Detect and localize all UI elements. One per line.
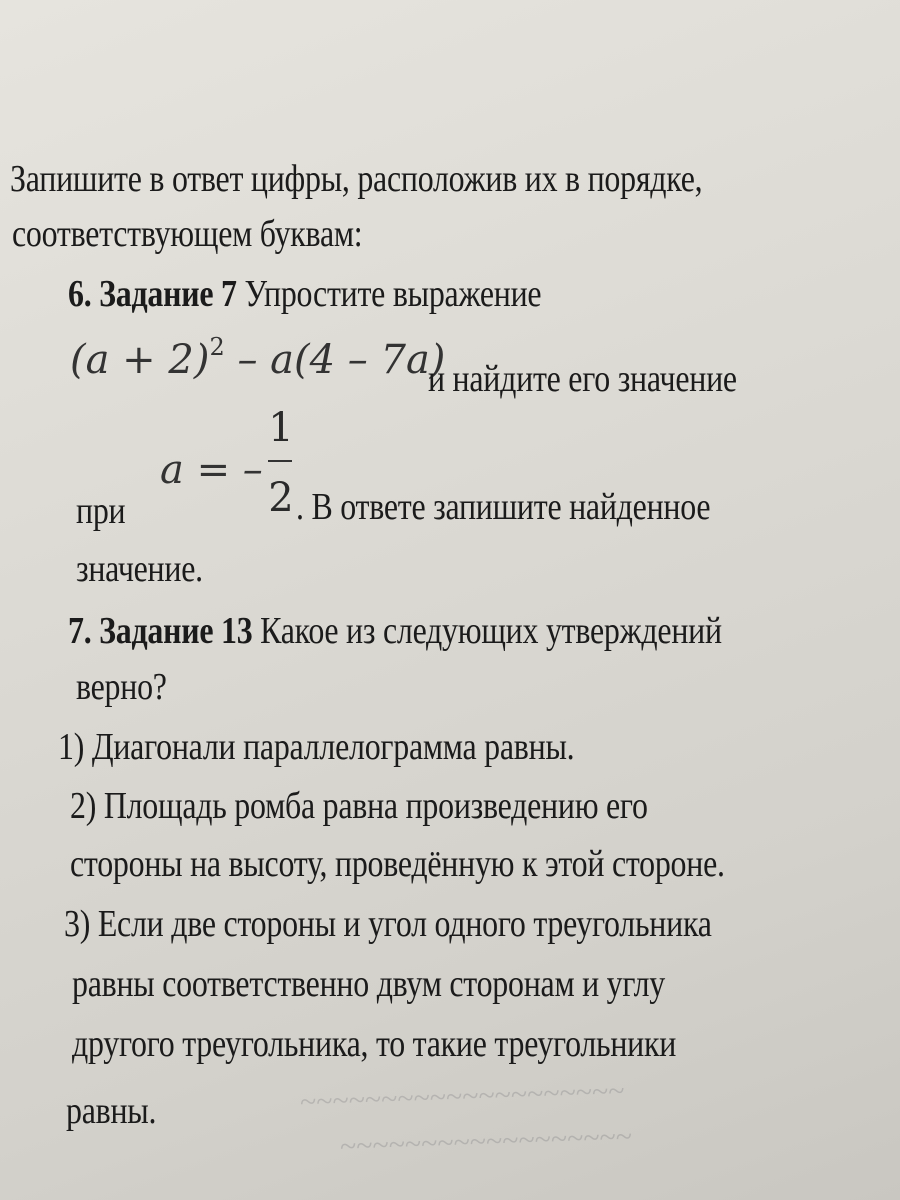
option-line: другого треугольника, то такие треугольники (72, 1023, 677, 1065)
option-line: 3) Если две стороны и угол одного треугольника (64, 903, 712, 945)
task7-line-end: значение. (76, 548, 203, 590)
option-line: стороны на высоту, проведённую к этой стороне. (70, 843, 725, 885)
fraction-denominator: 2 (268, 475, 294, 521)
task7-expression (70, 333, 446, 383)
task7-after-fraction: . В ответе запишите найденное (296, 486, 711, 528)
option-line: 1) Диагонали параллелограмма равны. (58, 726, 575, 768)
task7-after-expr: и найдите его значение (428, 358, 737, 400)
intro-line-1: Запишите в ответ цифры, расположив их в порядке, (10, 158, 703, 200)
fraction-bar (268, 460, 292, 462)
task7-variable: a = – (160, 447, 263, 493)
option-line: равны соответственно двум сторонам и углу (72, 963, 665, 1005)
task7-heading (68, 275, 541, 313)
task7-number: 6. (68, 273, 92, 315)
fraction-numerator: 1 (268, 405, 294, 451)
option-line: 2) Площадь ромба равна произведению его (70, 785, 648, 827)
task7-label: Задание 7 (99, 273, 237, 315)
task13-heading (68, 612, 722, 650)
task13-text: Какое из следующих утверждений (260, 610, 722, 652)
task13-number: 7. (68, 610, 92, 652)
task7-text: Упростите выражение (244, 273, 542, 315)
bleed-through-decoration: ~~~~~~~~~~~~~~~~~~ (339, 1119, 633, 1164)
option-line: равны. (66, 1090, 157, 1132)
expr-exponent: 2 (209, 333, 225, 361)
intro-line-2: соответствующем буквам: (12, 213, 363, 255)
expr-rest: – a(4 – 7a) (237, 337, 446, 383)
bleed-through-decoration: ~~~~~~~~~~~~~~~~~~~~ (299, 1074, 626, 1119)
task13-text-cont: верно? (76, 666, 167, 708)
expr-base: (a + 2) (70, 337, 210, 383)
task7-at-word: при (76, 490, 126, 532)
task13-label: Задание 13 (99, 610, 253, 652)
